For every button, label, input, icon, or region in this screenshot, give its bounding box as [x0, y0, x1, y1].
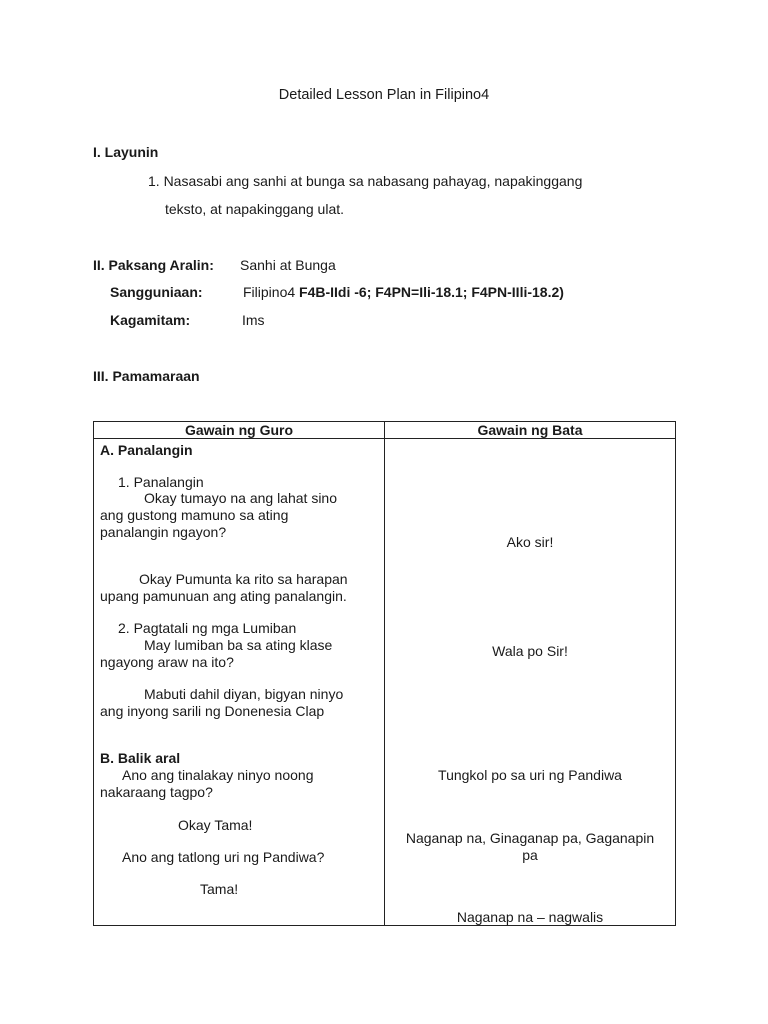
guro-cell [94, 439, 385, 926]
a2b-line-1: Mabuti dahil diyan, bigyan ninyo [144, 686, 344, 702]
bata-response-5: Naganap na – nagwalis [456, 909, 604, 925]
section-a-heading: A. Panalangin [100, 442, 193, 458]
a1b-line-1: Okay Pumunta ka rito sa harapan [139, 571, 348, 587]
bata-response-1: Ako sir! [506, 534, 554, 550]
a2b-line-2: ang inyong sarili ng Donenesia Clap [100, 703, 325, 719]
a2-line-1: May lumiban ba sa ating klase [144, 637, 333, 653]
paksang-aralin-heading: II. Paksang Aralin: [93, 257, 214, 273]
bata-cell [385, 439, 676, 926]
layunin-heading: I. Layunin [93, 144, 159, 160]
b-line-1: Ano ang tinalakay ninyo noong [122, 767, 314, 783]
header-gawain-bata: Gawain ng Bata [385, 422, 676, 439]
b-okay-tama: Okay Tama! [178, 817, 253, 833]
b-line-2: nakaraang tagpo? [100, 784, 213, 800]
a1b-line-2: upang pamunuan ang ating panalangin. [100, 588, 347, 604]
bata-response-4-line-1: Naganap na, Ginaganap pa, Gaganapin [405, 830, 655, 846]
page-title: Detailed Lesson Plan in Filipino4 [278, 87, 490, 103]
table-header-row [94, 422, 676, 439]
b-question: Ano ang tatlong uri ng Pandiwa? [122, 849, 325, 865]
a1-line-1: Okay tumayo na ang lahat sino [144, 490, 338, 506]
sanggunian-book: Filipino4 [243, 284, 300, 300]
a1-line-2: ang gustong mamuno sa ating [100, 507, 289, 523]
a2-label: 2. Pagtatali ng mga Lumiban [118, 620, 297, 636]
table-row [94, 439, 676, 926]
pamamaraan-heading: III. Pamamaraan [93, 368, 200, 384]
section-b-heading: B. Balik aral [100, 750, 181, 766]
b-tama: Tama! [200, 881, 239, 897]
a1-line-3: panalangin ngayon? [100, 524, 227, 540]
layunin-item-line-1: 1. Nasasabi ang sanhi at bunga sa nabasang pahayag, napakinggang [148, 173, 583, 189]
paksang-aralin-value: Sanhi at Bunga [240, 257, 336, 273]
bata-response-4-line-2: pa [522, 847, 538, 863]
sanggunian-value [243, 284, 564, 300]
kagamitan-value: Ims [242, 312, 265, 328]
kagamitan-label: Kagamitam: [110, 312, 191, 328]
sanggunian-codes: F4B-IIdi -6; F4PN=Ili-18.1; F4PN-IIli-18.2) [299, 284, 564, 300]
bata-response-3: Tungkol po sa uri ng Pandiwa [438, 767, 622, 783]
a1-label: 1. Panalangin [118, 474, 204, 490]
activities-table [93, 421, 676, 926]
bata-response-2: Wala po Sir! [492, 643, 568, 659]
header-gawain-guro: Gawain ng Guro [94, 422, 385, 439]
sanggunian-label: Sangguniaan: [110, 284, 203, 300]
a2-line-2: ngayong araw na ito? [100, 654, 234, 670]
layunin-item-line-2: teksto, at napakinggang ulat. [165, 201, 345, 217]
